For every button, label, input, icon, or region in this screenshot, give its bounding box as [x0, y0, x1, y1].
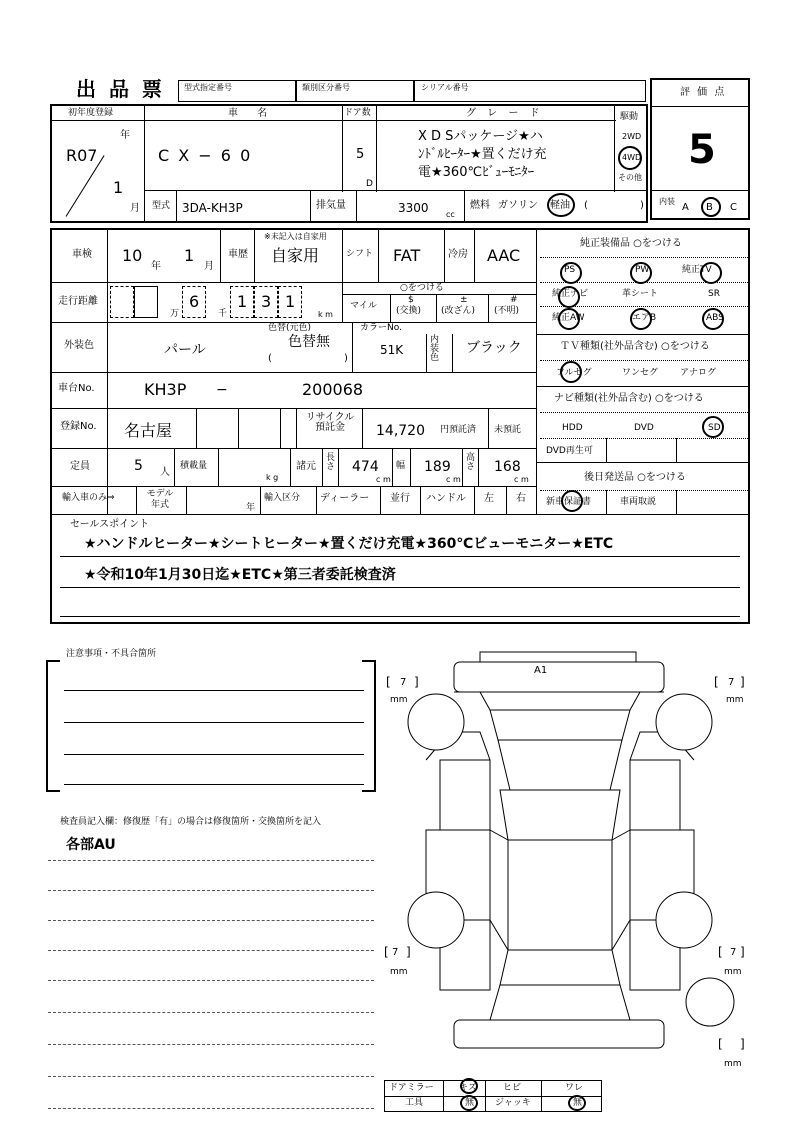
- equip-airbag-circle: [630, 308, 652, 330]
- equipment-title: 純正装備品 ○をつける: [580, 238, 682, 249]
- first-reg-year-unit: 年: [120, 130, 130, 141]
- interior-color-label: 内装色: [430, 335, 440, 363]
- inspector-note: 各部AU: [66, 837, 116, 853]
- color-paren-open: (: [268, 353, 272, 364]
- mileage-man: 万: [170, 309, 180, 319]
- tire-spare-bracket-r: ]: [740, 1037, 745, 1051]
- jack-circle: [568, 1095, 586, 1111]
- crack-label: ヒビ: [503, 1083, 522, 1093]
- mileage-digit-5: 3: [254, 286, 278, 318]
- tools-label: 工具: [405, 1098, 424, 1108]
- sales-line2: ★令和10年1月30日迄★ETC★第三者委託検査済: [84, 567, 396, 583]
- handle-right: 右: [516, 493, 526, 504]
- diagram-top-mark: A1: [534, 665, 548, 676]
- fuel-paren-close: ): [640, 200, 644, 211]
- length-value: 474: [352, 459, 379, 475]
- dims-label: 諸元: [296, 461, 316, 472]
- grade-label: グ レ ー ド: [466, 108, 544, 119]
- inspection-month: 1: [184, 246, 195, 265]
- fuel-gas: ガソリン: [498, 200, 538, 211]
- height-label: 高さ: [466, 453, 476, 472]
- score-value: 5: [688, 127, 716, 173]
- jack-label: ジャッキ: [495, 1098, 531, 1108]
- capacity-value: 5: [134, 458, 143, 474]
- height-cm: c m: [514, 475, 529, 484]
- tire-fr-value: 7: [728, 677, 735, 688]
- equip-navi: 純正ナビ: [552, 289, 589, 299]
- equip-abs-circle: [702, 308, 724, 330]
- inspector-label: 検査員記入欄：修復歴「有」の場合は修復箇所・交換箇所を記入: [60, 817, 322, 827]
- type-label: 型式: [152, 201, 171, 211]
- unknown-sym: #: [510, 295, 518, 305]
- equip-navi-circle: [558, 286, 580, 308]
- serial-label: シリアル番号: [421, 83, 469, 92]
- car-name-label: 車 名: [228, 108, 276, 119]
- equip-pw: PW: [635, 265, 650, 275]
- ac-label: 冷房: [448, 249, 468, 260]
- drive-4wd: 4WD: [622, 153, 642, 162]
- shift-value: FAT: [393, 246, 421, 265]
- color-paren-close: ): [344, 353, 348, 364]
- tv-fullseg: フルセグ: [556, 368, 592, 378]
- navi-sd-circle: [702, 416, 724, 438]
- fuel-diesel-circle: [547, 193, 575, 217]
- recycle-paid: 円預託済: [440, 425, 477, 435]
- tire-rr-mm: mm: [724, 967, 742, 977]
- interior-c: C: [730, 202, 737, 213]
- grade-line2: ﾝﾄﾞﾙﾋｰﾀｰ★置くだけ充: [418, 147, 547, 162]
- mileage-digit-1: [110, 286, 134, 318]
- handle-left: 左: [484, 493, 494, 504]
- mirror-value: キズ: [459, 1083, 477, 1093]
- navi-title: ナビ種類(社外品含む) ○をつける: [554, 393, 704, 404]
- chassis-dash: −: [216, 382, 228, 398]
- category-cell: [296, 80, 414, 102]
- width-value: 189: [424, 459, 451, 475]
- tire-fl-bracket-l: [: [386, 675, 391, 689]
- color-no-label: カラーNo.: [360, 323, 402, 333]
- door-label: ドア数: [344, 108, 371, 118]
- inspection-month-unit: 月: [204, 261, 214, 272]
- equip-tv-circle: [700, 262, 722, 284]
- tire-rr-value: 7: [730, 947, 737, 958]
- tire-rl-bracket-l: [: [384, 945, 389, 959]
- interior-a: A: [682, 202, 689, 213]
- mark-label: ○をつける: [400, 283, 444, 293]
- grade-line3: 電★360℃ﾋﾞｭｰﾓﾆﾀｰ: [418, 165, 535, 180]
- fuel-diesel: 軽油: [550, 200, 570, 211]
- fuel-label: 燃料: [470, 200, 490, 211]
- tire-rr-bracket-l: [: [718, 945, 723, 959]
- equip-tv: 純正TV: [682, 265, 712, 275]
- fuel-paren-open: (: [584, 200, 588, 211]
- inspection-year-unit: 年: [151, 261, 161, 272]
- inspection-year: 10: [122, 246, 143, 265]
- mileage-label: 走行距離: [58, 296, 98, 307]
- chassis-prefix: KH3P: [144, 380, 187, 399]
- mirror-circle: [460, 1078, 478, 1094]
- recycle-label: リサイクル預託金: [305, 412, 355, 433]
- tire-rl-value: 7: [392, 947, 399, 958]
- score-label: 評 価 点: [680, 87, 727, 98]
- category-label: 類別区分番号: [302, 83, 350, 92]
- color-change-value: 色替無: [288, 334, 330, 350]
- history-value: 自家用: [271, 246, 320, 265]
- width-label: 幅: [396, 461, 406, 471]
- later-warranty: 新車保証書: [546, 497, 592, 507]
- tools-circle: [460, 1095, 478, 1111]
- door-mirror-label: ドアミラー: [389, 1083, 434, 1093]
- import-only-label: 輸入車のみ⇒: [62, 493, 115, 503]
- interior-label: 内装: [659, 197, 675, 206]
- sales-label: セールスポイント: [70, 519, 150, 530]
- inspection-label: 車検: [72, 249, 92, 260]
- cc-unit: cc: [446, 210, 455, 219]
- history-label: 車歴: [228, 249, 248, 260]
- tire-fl-value: 7: [400, 677, 407, 688]
- color-change-label: 色替(元色): [268, 323, 312, 333]
- width-cm: c m: [446, 475, 461, 484]
- import-dealer: ディーラー: [320, 493, 370, 504]
- tv-title: ＴＶ種類(社外品含む) ○をつける: [560, 341, 710, 352]
- mileage-digit-3: 6: [182, 286, 206, 318]
- model-spec-label: 型式指定番号: [184, 83, 232, 92]
- equip-ps-circle: [560, 262, 582, 284]
- length-label: 長さ: [326, 453, 336, 472]
- equip-airbag: エアB: [632, 313, 657, 323]
- later-manual: 車両取説: [620, 497, 657, 507]
- tv-oneseg: ワンセグ: [622, 368, 659, 378]
- tire-fl-bracket-r: ]: [414, 675, 419, 689]
- model-year-label: モデル年式: [146, 489, 174, 510]
- navi-sd: SD: [708, 423, 721, 433]
- history-note: ※未記入は自家用: [264, 232, 327, 241]
- tv-fullseg-circle: [560, 361, 582, 383]
- mileage-digit-2: [134, 286, 158, 318]
- first-reg-month-unit: 月: [130, 203, 140, 214]
- color-no-value: 51K: [380, 343, 404, 357]
- equip-sr: SR: [708, 289, 720, 299]
- tv-analog: アナログ: [680, 368, 717, 378]
- mileage-sen: 千: [218, 309, 228, 319]
- equip-ps: PS: [564, 265, 576, 275]
- serial-cell: [414, 80, 646, 102]
- navi-hdd: HDD: [562, 423, 583, 433]
- recycle-value: 14,720: [376, 423, 425, 439]
- model-spec-cell: [178, 80, 296, 102]
- import-parallel: 並行: [390, 493, 410, 504]
- swap-label: (交換): [396, 306, 422, 316]
- tire-rl-mm: mm: [390, 967, 408, 977]
- door-count: 5: [356, 147, 365, 162]
- drive-other: その他: [618, 173, 642, 182]
- mileage-km: k m: [318, 310, 333, 319]
- mileage-digit-6: 1: [278, 286, 302, 318]
- dvd-play: DVD再生可: [546, 446, 593, 456]
- interior-color-value: ブラック: [466, 340, 522, 356]
- grade-line1: X D Sパッケージ★ハ: [418, 129, 543, 144]
- exterior-label: 外装色: [64, 340, 94, 351]
- import-year-unit: 年: [246, 503, 256, 513]
- tire-fr-mm: mm: [726, 695, 744, 705]
- equip-aw: 純正AW: [552, 313, 585, 323]
- sheet-title: 出 品 票: [76, 77, 165, 101]
- jack-value: 無: [573, 1098, 583, 1108]
- import-type-label: 輸入区分: [264, 493, 301, 503]
- reg-label: 登録No.: [60, 421, 97, 432]
- navi-dvd: DVD: [634, 423, 654, 433]
- load-kg: k g: [266, 473, 279, 482]
- first-reg-era: R07: [66, 146, 98, 165]
- caution-label: 注意事項・不具合箇所: [66, 649, 157, 659]
- drive-4wd-circle: [618, 146, 642, 170]
- recycle-unpaid: 未預託: [494, 425, 522, 435]
- tire-fl-mm: mm: [390, 695, 408, 705]
- alter-sym: ±: [460, 295, 468, 305]
- swap-sym: $: [408, 295, 414, 305]
- first-reg-month: 1: [113, 178, 124, 197]
- later-title: 後日発送品 ○をつける: [584, 472, 686, 483]
- mile-label: マイル: [350, 301, 377, 311]
- equip-aw-circle: [558, 308, 580, 330]
- equip-abs: ABS: [706, 313, 724, 323]
- sales-line1: ★ハンドルヒーター★シートヒーター★置くだけ充電★360℃ビューモニター★ETC: [84, 536, 614, 552]
- drive-label: 駆動: [620, 112, 639, 122]
- reg-value: 名古屋: [124, 421, 173, 440]
- load-label: 積載量: [180, 461, 208, 471]
- interior-b-circle: [701, 197, 721, 217]
- height-value: 168: [494, 459, 521, 475]
- tire-fr-bracket-l: [: [714, 675, 719, 689]
- chassis-no: 200068: [302, 380, 364, 399]
- unknown-label: (不明): [494, 306, 520, 316]
- tire-fr-bracket-r: ]: [740, 675, 745, 689]
- break-label: ワレ: [565, 1083, 584, 1093]
- mileage-digit-4: 1: [230, 286, 254, 318]
- tire-rl-bracket-r: ]: [406, 945, 411, 959]
- door-type: D: [366, 179, 373, 189]
- type-value: 3DA-KH3P: [182, 201, 243, 215]
- tools-value: 無: [465, 1098, 475, 1108]
- equip-pw-circle: [630, 262, 652, 284]
- displacement-label: 排気量: [316, 200, 346, 211]
- shift-label: シフト: [346, 249, 374, 259]
- tire-spare-bracket-l: [: [718, 1037, 723, 1051]
- handle-label: ハンドル: [426, 493, 466, 504]
- capacity-label: 定員: [70, 461, 90, 472]
- length-cm: c m: [376, 475, 391, 484]
- car-diagram: [380, 640, 760, 1080]
- first-reg-label: 初年度登録: [68, 108, 114, 118]
- interior-b: B: [706, 202, 713, 213]
- equip-leather: 革シート: [622, 289, 659, 299]
- chassis-label: 車台No.: [58, 383, 95, 394]
- exterior-value: パール: [164, 342, 206, 358]
- later-warranty-circle: [561, 490, 583, 512]
- tire-rr-bracket-r: ]: [740, 945, 745, 959]
- alter-label: (改ざん): [441, 306, 476, 316]
- tire-spare-mm: mm: [724, 1059, 742, 1069]
- ac-value: AAC: [487, 246, 521, 265]
- car-name: C X − 6 0: [158, 146, 253, 165]
- displacement-value: 3300: [398, 201, 429, 215]
- capacity-unit: 人: [160, 467, 170, 478]
- drive-2wd: 2WD: [622, 132, 642, 141]
